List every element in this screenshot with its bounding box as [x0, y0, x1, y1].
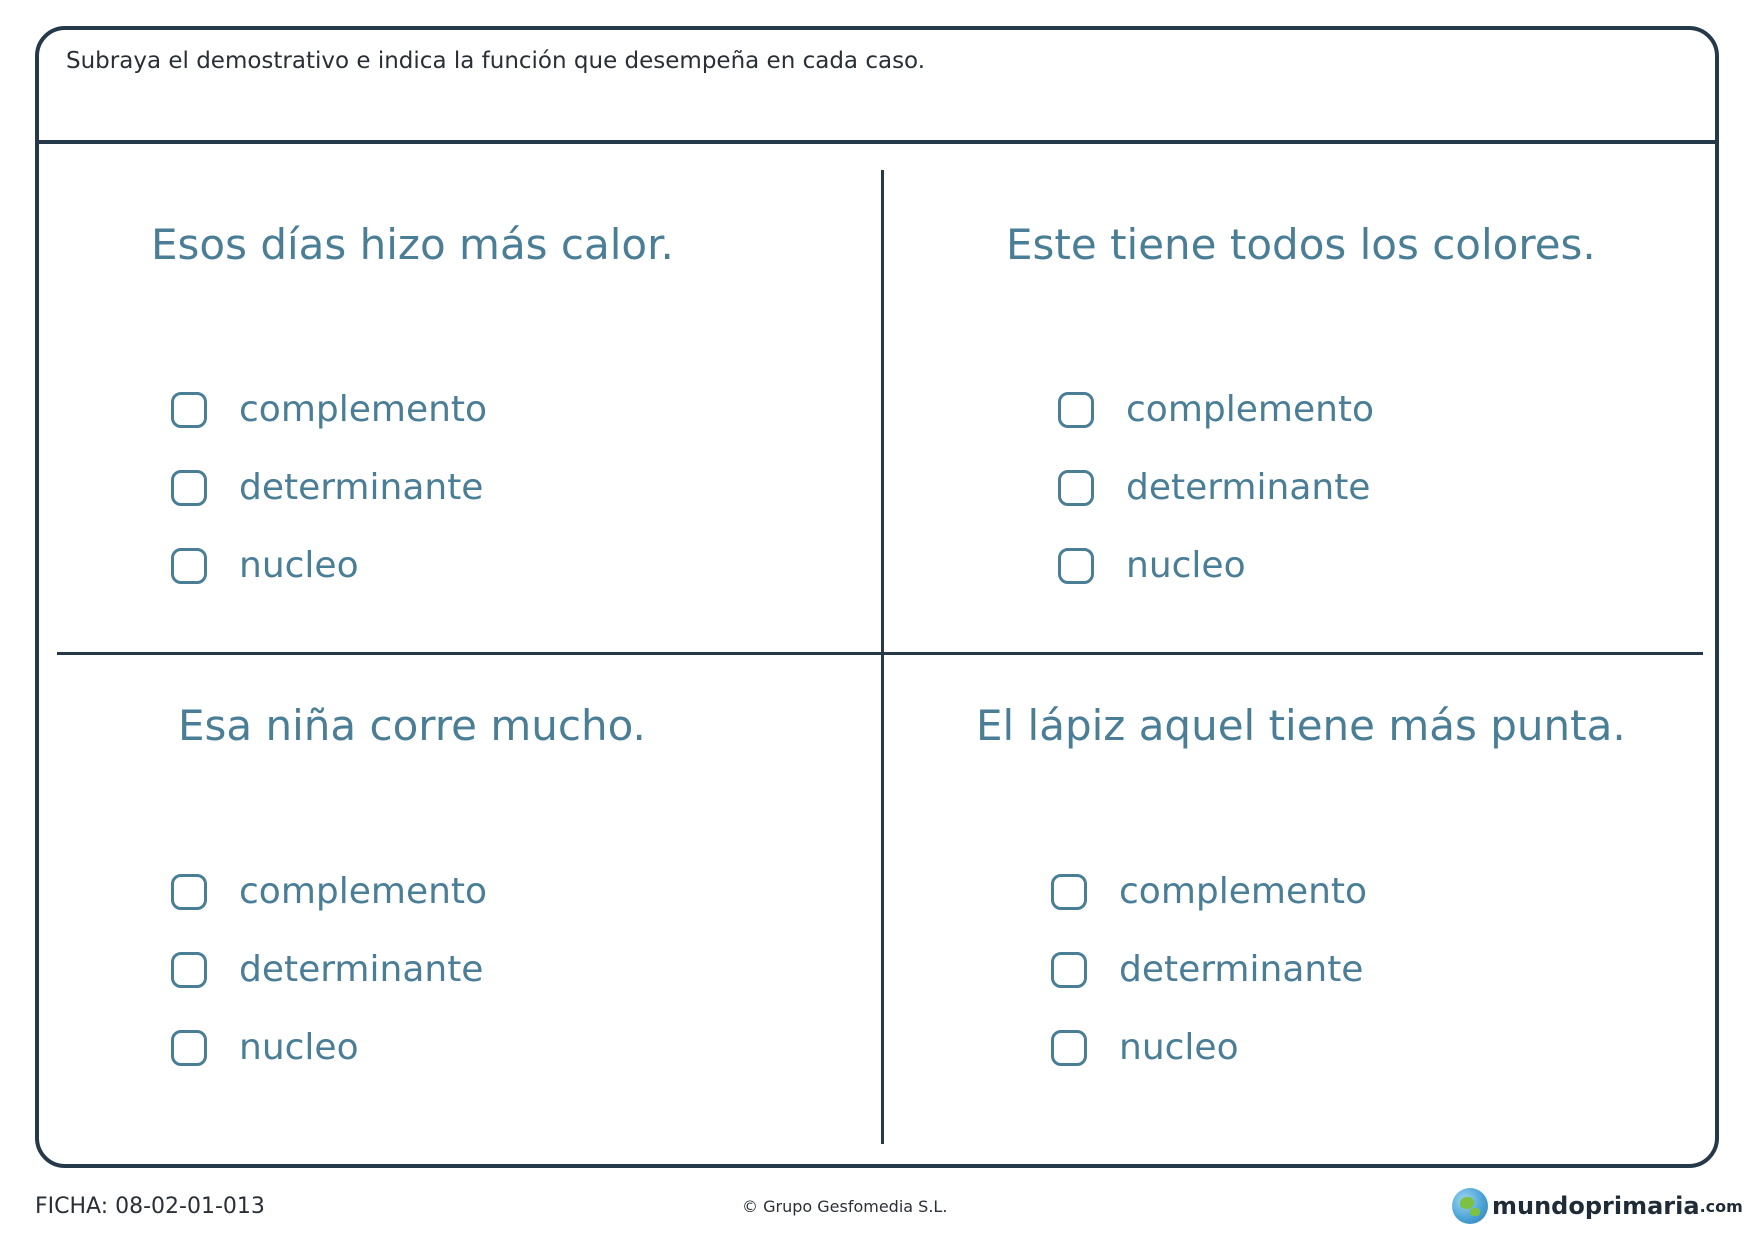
- option-label: nucleo: [239, 1027, 359, 1068]
- logo-suffix: .com: [1699, 1196, 1743, 1216]
- option-nucleo[interactable]: [171, 1027, 359, 1068]
- option-nucleo[interactable]: [1051, 1027, 1239, 1068]
- option-label: complemento: [1126, 389, 1375, 430]
- instruction-text: Subraya el demostrativo e indica la función que desempeña en cada caso.: [66, 48, 926, 74]
- option-complemento[interactable]: [171, 389, 487, 430]
- checkbox[interactable]: [1051, 874, 1087, 910]
- checkbox[interactable]: [171, 952, 207, 988]
- option-nucleo[interactable]: [1058, 545, 1246, 586]
- option-label: nucleo: [1119, 1027, 1239, 1068]
- checkbox[interactable]: [1058, 470, 1094, 506]
- option-complemento[interactable]: [1058, 389, 1374, 430]
- logo-text: mundoprimaria: [1492, 1192, 1700, 1220]
- instruction-bar: [39, 30, 1715, 144]
- checkbox[interactable]: [171, 548, 207, 584]
- option-label: nucleo: [1126, 545, 1246, 586]
- checkbox[interactable]: [1051, 952, 1087, 988]
- option-determinante[interactable]: [1051, 949, 1363, 990]
- worksheet-frame: [35, 26, 1719, 1168]
- sentence-2: Este tiene todos los colores.: [1006, 220, 1596, 269]
- sentence-4: El lápiz aquel tiene más punta.: [976, 701, 1626, 750]
- horizontal-divider: [57, 652, 1703, 655]
- copyright-text: © Grupo Gesfomedia S.L.: [742, 1197, 948, 1216]
- checkbox[interactable]: [171, 470, 207, 506]
- checkbox[interactable]: [171, 1030, 207, 1066]
- checkbox[interactable]: [1058, 392, 1094, 428]
- option-determinante[interactable]: [171, 949, 483, 990]
- checkbox[interactable]: [171, 392, 207, 428]
- option-complemento[interactable]: [1051, 871, 1367, 912]
- vertical-divider: [881, 170, 884, 1144]
- option-determinante[interactable]: [171, 467, 483, 508]
- option-label: complemento: [239, 389, 488, 430]
- sentence-3: Esa niña corre mucho.: [178, 701, 646, 750]
- option-label: determinante: [1126, 467, 1371, 508]
- option-determinante[interactable]: [1058, 467, 1370, 508]
- option-label: complemento: [1119, 871, 1368, 912]
- option-nucleo[interactable]: [171, 545, 359, 586]
- checkbox[interactable]: [171, 874, 207, 910]
- option-label: complemento: [239, 871, 488, 912]
- option-complemento[interactable]: [171, 871, 487, 912]
- option-label: determinante: [239, 949, 484, 990]
- option-label: determinante: [239, 467, 484, 508]
- globe-icon: [1452, 1188, 1488, 1224]
- sentence-1: Esos días hizo más calor.: [151, 220, 674, 269]
- option-label: nucleo: [239, 545, 359, 586]
- checkbox[interactable]: [1051, 1030, 1087, 1066]
- checkbox[interactable]: [1058, 548, 1094, 584]
- option-label: determinante: [1119, 949, 1364, 990]
- ficha-code: FICHA: 08-02-01-013: [35, 1194, 265, 1219]
- site-logo[interactable]: [1452, 1188, 1743, 1224]
